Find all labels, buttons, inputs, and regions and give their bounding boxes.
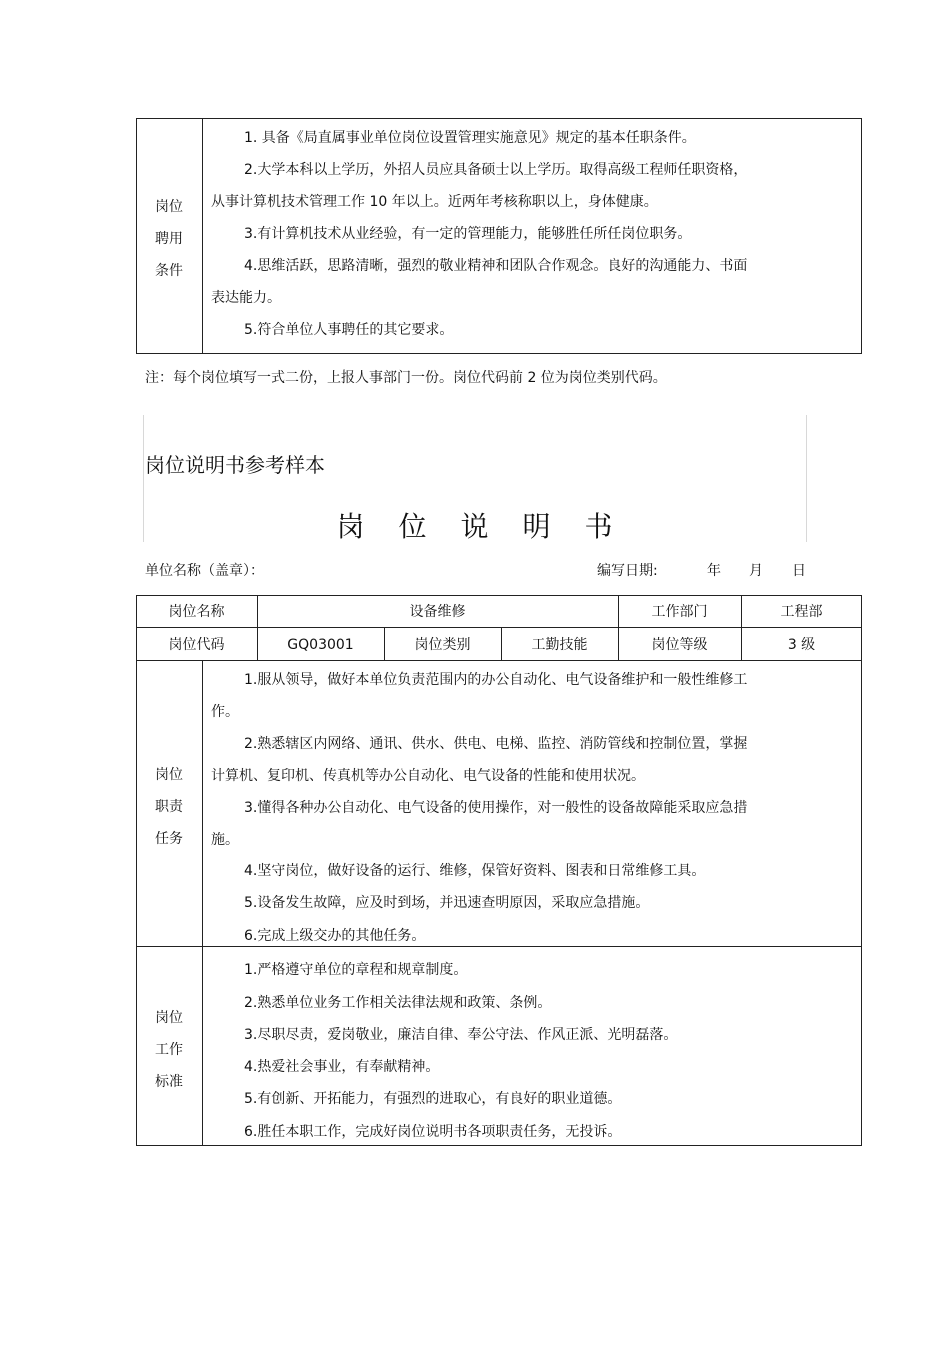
duties-label: 岗位 职责 任务 xyxy=(155,767,183,847)
duty-line: 作。 xyxy=(211,704,239,720)
job-code-value: GQ03001 xyxy=(287,637,354,653)
hiring-condition-line: 从事计算机技术管理工作 10 年以上。近两年考核称职以上，身体健康。 xyxy=(211,194,658,210)
hiring-condition-line: 3.有计算机技术从业经验，有一定的管理能力，能够胜任所任岗位职务。 xyxy=(244,226,692,242)
job-name-header: 岗位名称 xyxy=(168,604,225,620)
duty-line: 2.熟悉辖区内网络、通讯、供水、供电、电梯、监控、消防管线和控制位置，掌握 xyxy=(244,736,748,752)
department-value: 工程部 xyxy=(780,604,823,620)
standard-line: 5.有创新、开拓能力，有强烈的进取心，有良好的职业道德。 xyxy=(244,1091,622,1107)
duty-line: 4.坚守岗位，做好设备的运行、维修，保管好资料、图表和日常维修工具。 xyxy=(244,863,706,879)
footnote: 注：每个岗位填写一式二份，上报人事部门一份。岗位代码前 2 位为岗位类别代码。 xyxy=(145,370,667,386)
row-divider xyxy=(136,946,862,947)
hiring-condition-line: 4.思维活跃，思路清晰，强烈的敬业精神和团队合作观念。良好的沟通能力、书面 xyxy=(244,258,748,274)
standard-line: 4.热爱社会事业，有奉献精神。 xyxy=(244,1059,440,1075)
standard-line: 6.胜任本职工作，完成好岗位说明书各项职责任务，无投诉。 xyxy=(244,1124,622,1140)
table-divider xyxy=(202,118,203,354)
hiring-conditions-label: 岗位 聘用 条件 xyxy=(155,199,183,279)
date-label: 编写日期: xyxy=(597,563,658,579)
job-grade-header: 岗位等级 xyxy=(651,637,708,653)
hiring-condition-line: 表达能力。 xyxy=(211,290,281,306)
job-name-value: 设备维修 xyxy=(409,604,466,620)
duty-line: 3.懂得各种办公自动化、电气设备的使用操作，对一般性的设备故障能采取应急措 xyxy=(244,800,748,816)
standards-label: 岗位 工作 标准 xyxy=(155,1010,183,1090)
hiring-condition-line: 2.大学本科以上学历，外招人员应具备硕士以上学历。取得高级工程师任职资格， xyxy=(244,162,748,178)
standard-line: 2.熟悉单位业务工作相关法律法规和政策、条例。 xyxy=(244,995,552,1011)
standard-line: 1.严格遵守单位的章程和规章制度。 xyxy=(244,962,468,978)
standard-line: 3.尽职尽责，爱岗敬业，廉洁自律、奉公守法、作风正派、光明磊落。 xyxy=(244,1027,678,1043)
hiring-condition-line: 1. 具备《局直属事业单位岗位设置管理实施意见》规定的基本任职条件。 xyxy=(244,130,696,146)
cell-divider xyxy=(202,660,203,1146)
duty-line: 施。 xyxy=(211,832,239,848)
date-year: 年 xyxy=(707,563,721,579)
date-day: 日 xyxy=(792,563,806,579)
unit-name-label: 单位名称（盖章）： xyxy=(145,563,264,579)
job-category-value: 工勤技能 xyxy=(531,637,588,653)
faint-border xyxy=(806,415,807,542)
duty-line: 5.设备发生故障，应及时到场，并迅速查明原因，采取应急措施。 xyxy=(244,895,650,911)
document-title: 岗位说明书 xyxy=(336,510,647,543)
duty-line: 计算机、复印机、传真机等办公自动化、电气设备的性能和使用状况。 xyxy=(211,768,645,784)
section-title: 岗位说明书参考样本 xyxy=(145,453,325,477)
date-month: 月 xyxy=(749,563,763,579)
department-header: 工作部门 xyxy=(651,604,708,620)
job-category-header: 岗位类别 xyxy=(414,637,471,653)
job-grade-value: 3 级 xyxy=(787,637,816,653)
duty-line: 6.完成上级交办的其他任务。 xyxy=(244,928,426,944)
hiring-condition-line: 5.符合单位人事聘任的其它要求。 xyxy=(244,322,454,338)
job-code-header: 岗位代码 xyxy=(168,637,225,653)
duty-line: 1.服从领导，做好本单位负责范围内的办公自动化、电气设备维护和一般性维修工 xyxy=(244,672,748,688)
